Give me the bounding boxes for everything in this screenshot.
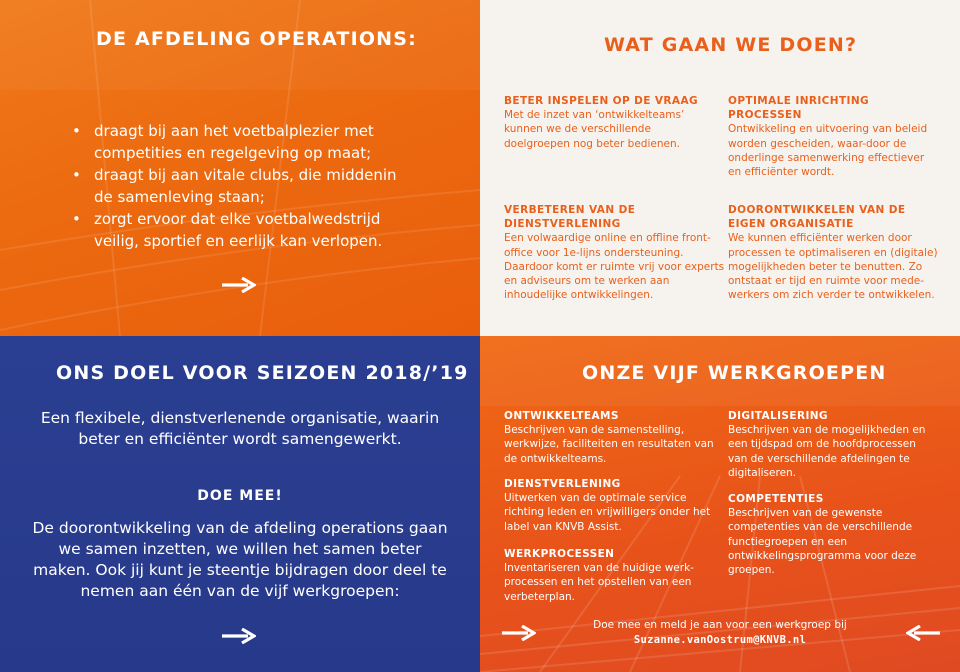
panel-afdeling-operations [0, 0, 480, 336]
section-title: WAT GAAN WE DOEN? [604, 34, 858, 56]
arrow-right-icon [222, 277, 256, 293]
workgroups-title: ONZE VIJF WERKGROEPEN [582, 362, 887, 384]
section-text: Ontwikkeling en uitvoering van beleid worden gescheiden, waar-door de onderlinge samenwerking effectiever en efficiënter wordt. [728, 123, 928, 179]
signup-footer [570, 618, 870, 648]
section-heading: OPTIMALE INRICHTING PROCESSEN [728, 95, 870, 122]
cta-text: De doorontwikkeling van de afdeling operations gaan we samen inzetten, we willen het samen beter maken. Ook jij kunt je steentje bijdragen door deel te nemen aan één van de vijf werkgroepen: [32, 519, 448, 600]
section-verbeteren-dienstverlening [504, 203, 726, 302]
workgroup-text: Beschrijven van de gewenste competenties van de verschillende functiegroepen en een ontwikkelingsprogramma voor deze groepen. [728, 507, 917, 577]
panel-wat-gaan-we-doen [480, 0, 960, 336]
section-heading: VERBETEREN VAN DE DIENSTVERLENING [504, 204, 636, 231]
arrow-right-icon [222, 628, 256, 644]
list-item: • draagt bij aan vitale clubs, die middenin de samenleving staan; [70, 164, 420, 208]
workgroup-ontwikkelteams [504, 409, 714, 466]
list-item: • zorgt ervoor dat elke voetbalwedstrijd veilig, sportief en eerlijk kan verlopen. [70, 208, 420, 252]
arrow-right-icon [502, 625, 536, 641]
workgroup-digitalisering [728, 409, 933, 480]
workgroup-heading: DIGITALISERING [728, 410, 828, 422]
signup-email-link[interactable]: Suzanne.vanOostrum@KNVB.nl [633, 634, 807, 646]
section-text: Met de inzet van ‘ontwikkelteams’ kunnen we de verschillende doelgroepen nog beter bedienen. [504, 109, 685, 150]
signup-text: Doe mee en meld je aan voor een werkgroep bij [593, 619, 847, 631]
goal-text: Een flexibele, dienstverlenende organisatie, waarin beter en efficiënter wordt samengewerkt. [40, 409, 440, 448]
section-optimale-inrichting [728, 94, 933, 179]
panel-ons-doel [0, 336, 480, 672]
workgroup-heading: WERKPROCESSEN [504, 548, 615, 560]
workgroup-heading: COMPETENTIES [728, 493, 824, 505]
workgroup-werkprocessen [504, 547, 714, 604]
workgroup-heading: ONTWIKKELTEAMS [504, 410, 619, 422]
workgroup-text: Inventariseren van de huidige werk-processen en het opstellen van een verbeterplan. [504, 562, 694, 603]
section-heading: BETER INSPELEN OP DE VRAAG [504, 95, 698, 107]
section-text: We kunnen efficiënter werken door processen te optimaliseren en (digitale) mogelijkheden beter te benutten. Zo ontstaat er tijd en ruimte voor mede-werkers om zich verder te ontwikkelen. [728, 232, 938, 302]
list-item: • draagt bij aan het voetbalplezier met competities en regelgeving op maat; [70, 120, 420, 164]
section-beter-inspelen [504, 94, 719, 151]
section-doorontwikkelen [728, 203, 938, 302]
cta-title: DOE MEE! [197, 488, 283, 504]
workgroup-text: Beschrijven van de samenstelling, werkwijze, faciliteiten en resultaten van de ontwikkelteams. [504, 424, 714, 465]
workgroup-competenties [728, 492, 933, 577]
arrow-left-icon [906, 625, 940, 641]
workgroup-text: Beschrijven van de mogelijkheden en een tijdspad om de hoofdprocessen van de verschillende afdelingen te digitaliseren. [728, 424, 926, 479]
section-heading: DOORONTWIKKELEN VAN DE EIGEN ORGANISATIE [728, 204, 906, 231]
workgroup-text: Uitwerken van de optimale service richting leden en vrijwilligers onder het label van KNVB Assist. [504, 492, 711, 533]
section-text: Een volwaardige online en offline front-office voor 1e-lijns ondersteuning. Daardoor komt er ruimte vrij voor experts en adviseurs om te werken aan inhoudelijke ontwikkelingen. [504, 232, 725, 302]
workgroup-heading: DIENSTVERLENING [504, 478, 621, 490]
panel-vijf-werkgroepen [480, 336, 960, 672]
workgroup-dienstverlening [504, 477, 714, 534]
goal-title: ONS DOEL VOOR SEIZOEN 2018/’19 [56, 362, 469, 384]
page-title: DE AFDELING OPERATIONS: [96, 28, 417, 50]
operations-bullet-list [70, 120, 420, 252]
